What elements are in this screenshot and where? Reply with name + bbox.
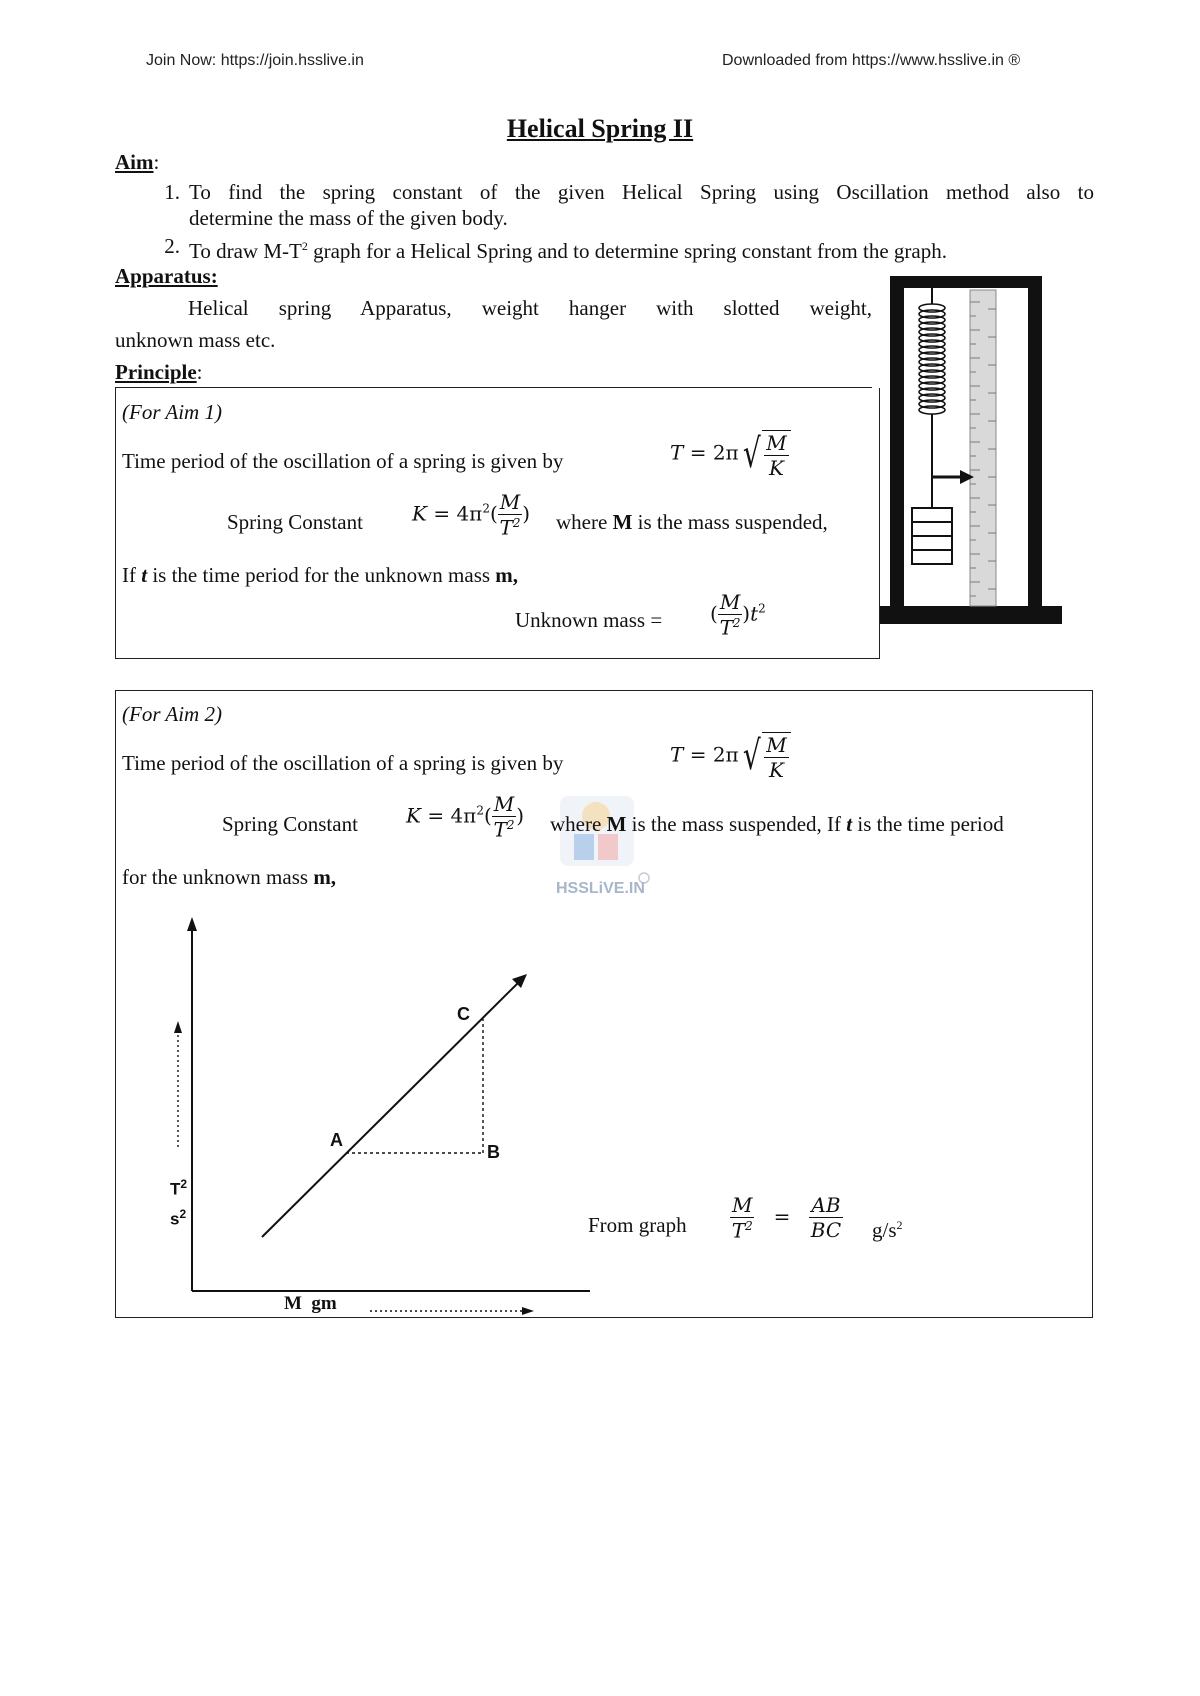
from-graph-units: $g/s^2$ (872, 1218, 903, 1242)
aim-2-where-text: where M is the mass suspended, If t is the time period (550, 812, 1004, 836)
graph-y-axis-label: $T^2$ $s^2$ (170, 1177, 188, 1229)
aim-1-period-formula: T = 2π √ $\frac{M}{K}$ (670, 430, 791, 478)
principle-heading: Principle: (115, 360, 203, 384)
aim-1-unknown-mass-formula: ( $\frac{M}{T^2}$ )$t^2$ (710, 590, 766, 640)
aim-2-unknown-mass-text: for the unknown mass m, (122, 865, 337, 889)
hsslive-watermark-text: HSSLiVE.IN (556, 880, 645, 897)
apparatus-heading: Apparatus: (115, 264, 218, 288)
aim-item-1-number: 1. (164, 180, 180, 204)
graph-y-axis (187, 917, 197, 1291)
from-graph-label: From graph (588, 1213, 687, 1237)
aim-1-unknown-mass-text: If t is the time period for the unknown mass m, (122, 563, 519, 587)
aim-item-2-number: 2. (164, 234, 180, 258)
aim-2-heading: (For Aim 2) (122, 702, 222, 726)
aim-2-spring-constant-formula: $K = 4\pi^2$( $\frac{M}{T^2}$ ) (406, 792, 525, 842)
apparatus-text-line1: Helical spring Apparatus, weight hanger with slotted weight, (188, 296, 872, 320)
aim-1-spring-constant-formula: $K = 4\pi^2$( $\frac{M}{T^2}$ ) (412, 490, 531, 540)
graph-y-direction-arrow (174, 1021, 182, 1147)
graph-point-a-label: A (330, 1130, 343, 1150)
apparatus-text-line2: unknown mass etc. (115, 328, 276, 352)
m-t2-graph (160, 915, 600, 1320)
aim-1-heading: (For Aim 1) (122, 400, 222, 424)
graph-point-c-label: C (457, 1004, 470, 1024)
page-title: Helical Spring II (506, 114, 694, 143)
aim-1-where-text: where M is the mass suspended, (556, 510, 828, 534)
helical-spring-apparatus-illustration (876, 272, 1064, 630)
aim-1-unknown-mass-label: Unknown mass = (515, 608, 663, 632)
aim-1-period-text: Time period of the oscillation of a spring is given by (122, 449, 564, 473)
header-left: Join Now: https://join.hsslive.in (146, 52, 364, 69)
aim-2-spring-constant-label: Spring Constant (222, 812, 358, 836)
aim-item-1-text: To find the spring constant of the given Helical Spring using Oscillation method also to (189, 180, 1094, 204)
aim-2-period-formula: T = 2π √ $\frac{M}{K}$ (670, 732, 791, 780)
aim-item-1-text-line2: determine the mass of the given body. (189, 206, 508, 230)
graph-point-b-label: B (487, 1142, 500, 1162)
graph-x-direction-arrow (370, 1307, 534, 1315)
aim-2-period-text: Time period of the oscillation of a spring is given by (122, 751, 564, 775)
header-right: Downloaded from https://www.hsslive.in ® (722, 52, 1021, 69)
graph-best-fit-line (262, 974, 527, 1237)
graph-x-axis-label: M gm (284, 1293, 337, 1314)
from-graph-formula: $\frac{M}{T^2}$ = $\frac{AB}{BC}$ (731, 1193, 842, 1243)
aim-1-spring-constant-label: Spring Constant (227, 510, 363, 534)
aim-item-2-text: To draw $M-T^2$ graph for a Helical Spring and to determine spring constant from the graph. (189, 239, 947, 263)
aim-heading: Aim: (115, 150, 160, 174)
